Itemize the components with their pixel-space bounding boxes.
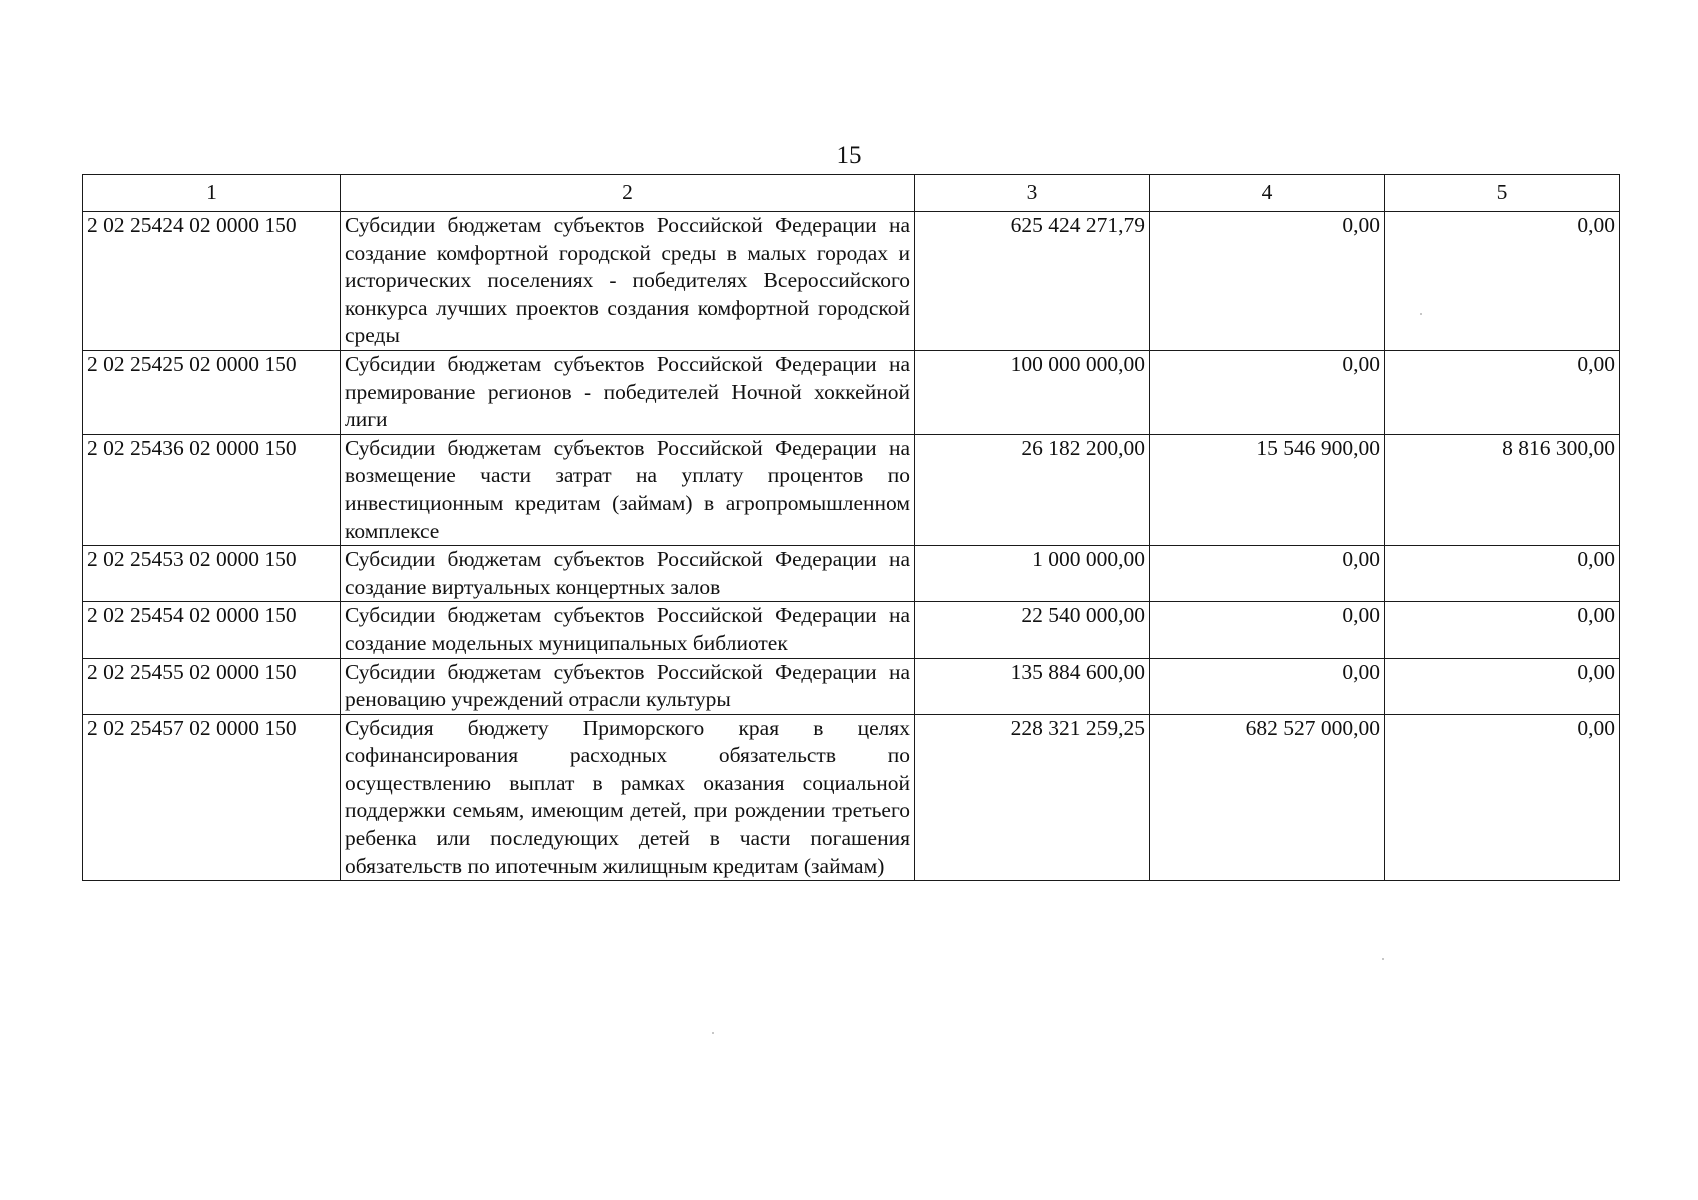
scan-speck (712, 1032, 714, 1034)
budget-code: 2 02 25453 02 0000 150 (83, 546, 341, 602)
budget-code: 2 02 25436 02 0000 150 (83, 434, 341, 545)
subsidy-description: Субсидия бюджету Приморского края в целях софинансирования расходных обязательств по осуществлению выплат в рамках оказания социальной поддержки семьям, имеющим детей, при рождении третьего ребенка или последующих детей в части погашения обязательств по ипотечным жилищным кредитам (займам) (341, 714, 915, 881)
subsidy-description: Субсидии бюджетам субъектов Российской Федерации на создание виртуальных концертных залов (341, 546, 915, 602)
budget-code: 2 02 25424 02 0000 150 (83, 212, 341, 351)
amount-col5: 0,00 (1385, 658, 1620, 714)
scan-speck (1382, 958, 1384, 960)
page-number: 15 (836, 142, 862, 169)
amount-col4: 682 527 000,00 (1150, 714, 1385, 881)
column-header-5: 5 (1385, 175, 1620, 212)
amount-col3: 26 182 200,00 (915, 434, 1150, 545)
amount-col3: 100 000 000,00 (915, 350, 1150, 434)
table-row (83, 602, 1620, 658)
scan-speck (1420, 313, 1422, 315)
budget-code: 2 02 25454 02 0000 150 (83, 602, 341, 658)
amount-col4: 0,00 (1150, 350, 1385, 434)
subsidy-description: Субсидии бюджетам субъектов Российской Федерации на премирование регионов - победителей Ночной хоккейной лиги (341, 350, 915, 434)
table-row (83, 714, 1620, 881)
table-row (83, 434, 1620, 545)
amount-col3: 625 424 271,79 (915, 212, 1150, 351)
subsidy-description: Субсидии бюджетам субъектов Российской Федерации на возмещение части затрат на уплату процентов по инвестиционным кредитам (займам) в агропромышленном комплексе (341, 434, 915, 545)
amount-col5: 0,00 (1385, 212, 1620, 351)
budget-table (82, 174, 1620, 881)
column-header-3: 3 (915, 175, 1150, 212)
amount-col5: 0,00 (1385, 350, 1620, 434)
table-row (83, 212, 1620, 351)
amount-col4: 15 546 900,00 (1150, 434, 1385, 545)
amount-col4: 0,00 (1150, 658, 1385, 714)
amount-col5: 0,00 (1385, 546, 1620, 602)
column-header-2: 2 (341, 175, 915, 212)
amount-col3: 1 000 000,00 (915, 546, 1150, 602)
amount-col3: 135 884 600,00 (915, 658, 1150, 714)
amount-col5: 0,00 (1385, 602, 1620, 658)
subsidy-description: Субсидии бюджетам субъектов Российской Федерации на создание комфортной городской среды в малых городах и исторических поселениях - победителях Всероссийского конкурса лучших проектов создания комфортной городской среды (341, 212, 915, 351)
column-header-1: 1 (83, 175, 341, 212)
table-row (83, 546, 1620, 602)
table-header-row (83, 175, 1620, 212)
amount-col3: 22 540 000,00 (915, 602, 1150, 658)
table-row (83, 350, 1620, 434)
amount-col5: 8 816 300,00 (1385, 434, 1620, 545)
subsidy-description: Субсидии бюджетам субъектов Российской Федерации на реновацию учреждений отрасли культуры (341, 658, 915, 714)
table-row (83, 658, 1620, 714)
budget-code: 2 02 25425 02 0000 150 (83, 350, 341, 434)
amount-col4: 0,00 (1150, 212, 1385, 351)
amount-col5: 0,00 (1385, 714, 1620, 881)
subsidy-description: Субсидии бюджетам субъектов Российской Федерации на создание модельных муниципальных библиотек (341, 602, 915, 658)
amount-col4: 0,00 (1150, 602, 1385, 658)
budget-code: 2 02 25457 02 0000 150 (83, 714, 341, 881)
budget-code: 2 02 25455 02 0000 150 (83, 658, 341, 714)
amount-col4: 0,00 (1150, 546, 1385, 602)
column-header-4: 4 (1150, 175, 1385, 212)
amount-col3: 228 321 259,25 (915, 714, 1150, 881)
